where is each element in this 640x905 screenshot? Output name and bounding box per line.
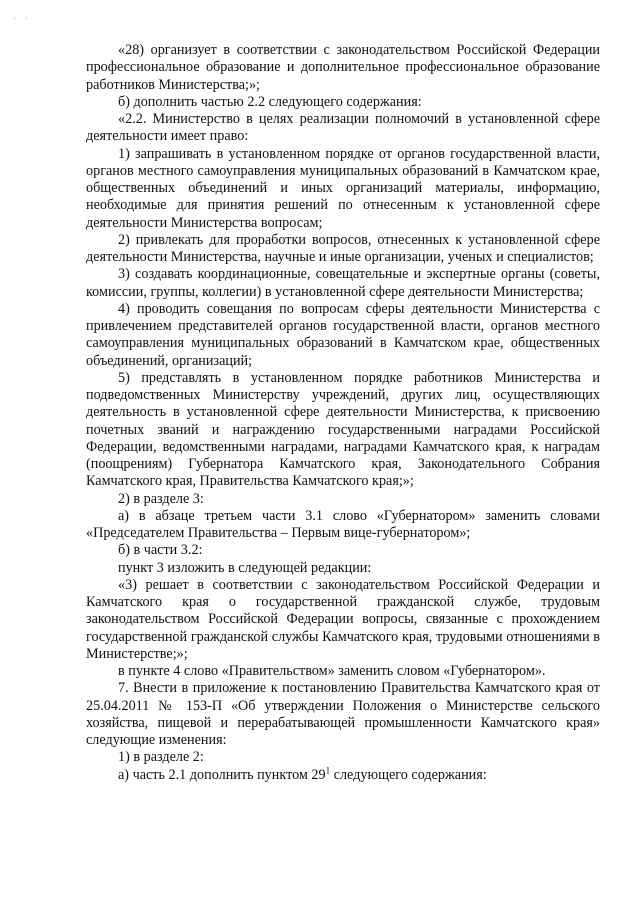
- superscript-1: 1: [325, 764, 331, 775]
- paragraph: «2.2. Министерство в целях реализации полномочий в установленной сфере деятельности имеет право:: [86, 111, 600, 145]
- scan-corner-mark: ' ': [14, 16, 31, 25]
- paragraph: 3) создавать координационные, совещательные и экспертные органы (советы, комиссии, группы, коллегии) в установленной сфере деятельности Министерства;: [86, 266, 600, 300]
- paragraph-last-tail: следующего содержания:: [330, 766, 487, 783]
- paragraph: а) в абзаце третьем части 3.1 слово «Губернатором» заменить словами «Председателем Правительства – Первым вице-губернатором»;: [86, 507, 600, 541]
- paragraph: 5) представлять в установленном порядке работников Министерства и подведомственных Министерству учреждений, других лиц, осуществляющих деятельность в установленной сфере деятельности Министерства, к присвоению почетных званий и награждению государственными наградами Российской Федерации, ведомственными наградами, наградами Камчатского края, к наградам (поощрениям) Губернатора Камчатского края, Законодательного Собрания Камчатского края, Правительства Камчатского края;»;: [86, 369, 600, 490]
- paragraph: «28) организует в соответствии с законодательством Российской Федерации профессиональное образование и дополнительное профессиональное образование работников Министерства;»;: [86, 42, 600, 93]
- paragraph: 2) привлекать для проработки вопросов, отнесенных к установленной сфере деятельности Министерства, научные и иные организации, ученых и специалистов;: [86, 231, 600, 265]
- paragraph: пункт 3 изложить в следующей редакции:: [118, 559, 372, 576]
- paragraph: «3) решает в соответствии с законодательством Российской Федерации и Камчатского края о государственной гражданской службе, трудовым законодательством Российской Федерации вопросы, связанные с прохождением государственной гражданской службы Камчатского края, трудовыми отношениями в Министерстве;»;: [86, 576, 600, 662]
- paragraph: в пункте 4 слово «Правительством» заменить словом «Губернатором».: [118, 663, 546, 679]
- paragraph: 2) в разделе 3:: [118, 490, 204, 507]
- paragraph-last-text: а) часть 2.1 дополнить пунктом 29: [118, 766, 326, 783]
- paragraph: 7. Внести в приложение к постановлению Правительства Камчатского края от 25.04.2011 № 153-П «Об утверждении Положения о Министерстве сельского хозяйства, пищевой и перерабатывающей промышленности Камчатского края» следующие изменения:: [86, 680, 600, 748]
- paragraph: 4) проводить совещания по вопросам сферы деятельности Министерства с привлечением представителей органов государственной власти, органов местного самоуправления муниципальных образований в Камчатском крае, общественных объединений, организаций;: [86, 300, 600, 369]
- document-body: [86, 42, 600, 784]
- paragraph: б) дополнить частью 2.2 следующего содержания:: [118, 93, 422, 110]
- paragraph: 1) в разделе 2:: [118, 749, 204, 766]
- paragraph-last: [86, 764, 600, 784]
- paragraph: б) в части 3.2:: [118, 542, 203, 559]
- paragraph: 1) запрашивать в установленном порядке от органов государственной власти, органов местного самоуправления муниципальных образований в Камчатском крае, общественных объединений и иных организаций материалы, информацию, необходимые для принятия решений по отнесенным к установленной сфере деятельности Министерства вопросам;: [86, 145, 600, 231]
